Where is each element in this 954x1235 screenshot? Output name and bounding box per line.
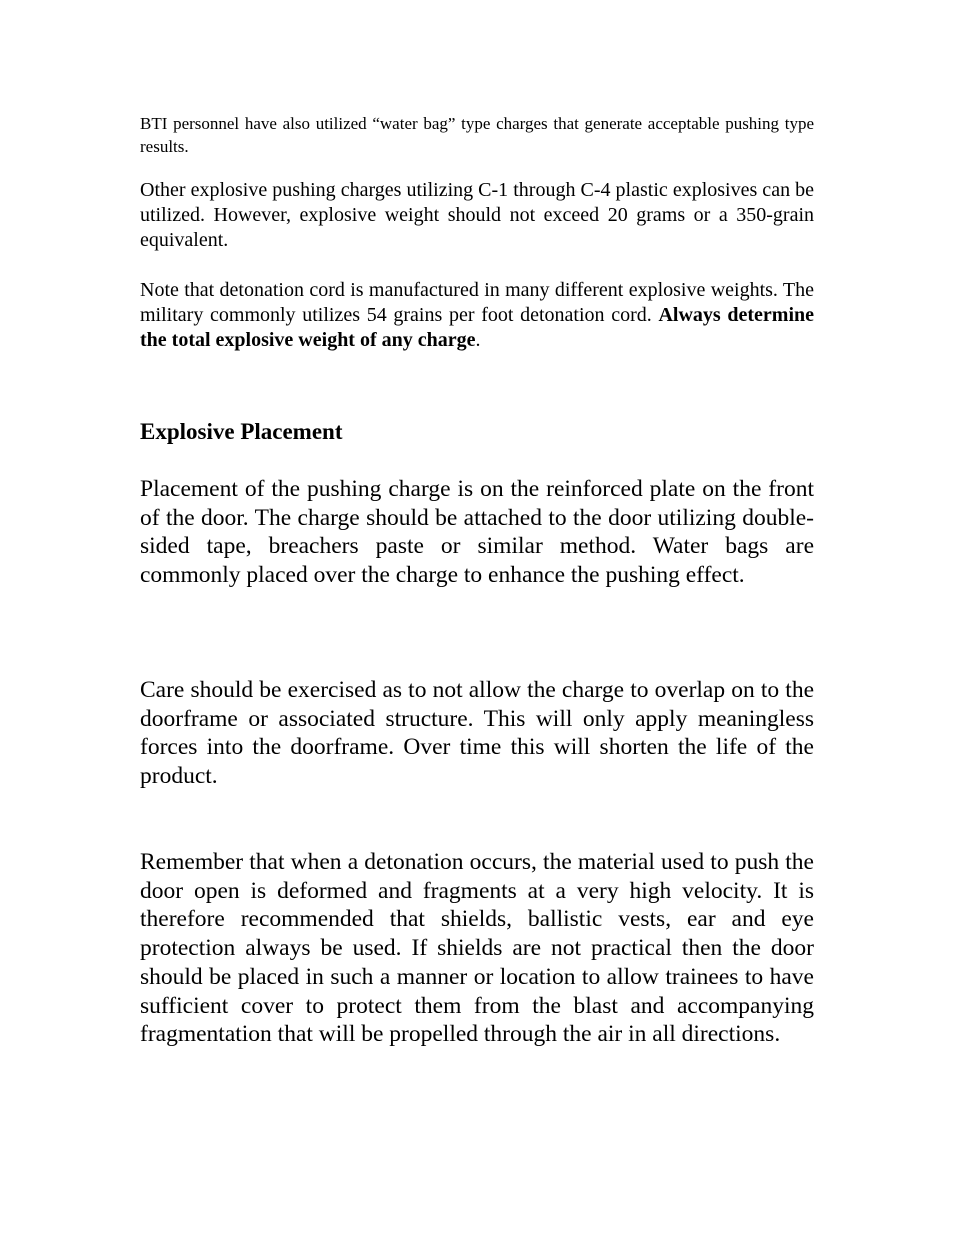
plastic-explosives-paragraph: Other explosive pushing charges utilizing C-1 through C-4 plastic explosives can be utilized. However, explosive weight should not exceed 20 grams or a 350-grain equivalent. (140, 179, 814, 251)
safety-paragraph: Remember that when a detonation occurs, the material used to push the door open is deformed and fragments at a very high velocity. It is therefore recommended that shields, ballistic vests, ear and eye protection always be used. If shields are not practical then the door should be placed in such a manner or location to allow trainees to have sufficient cover to protect them from the blast and accompanying fragmentation that will be propelled through the air in all directions. (140, 849, 814, 1048)
total-weight-warning: Always determine the total explosive weight of any charge (140, 304, 815, 351)
detonation-cord-paragraph (140, 278, 814, 353)
detonation-cord-end: . (475, 329, 481, 351)
detonation-cord-text: Note that detonation cord is manufactured in many different explosive weights. The military commonly utilizes 54 grains per foot detonation cord. (140, 279, 814, 326)
care-paragraph: Care should be exercised as to not allow the charge to overlap on to the doorframe or associated structure. This will only apply meaningless forces into the doorframe. Over time this will shorten the life of the product. (140, 677, 814, 790)
water-bag-paragraph: BTI personnel have also utilized “water bag” type charges that generate acceptable pushing type results. (140, 114, 814, 156)
placement-paragraph: Placement of the pushing charge is on the reinforced plate on the front of the door. The charge should be attached to the door utilizing double-sided tape, breachers paste or similar method. Water bags are commonly placed over the charge to enhance the pushing effect. (140, 476, 814, 589)
section-heading: Explosive Placement (140, 419, 343, 444)
